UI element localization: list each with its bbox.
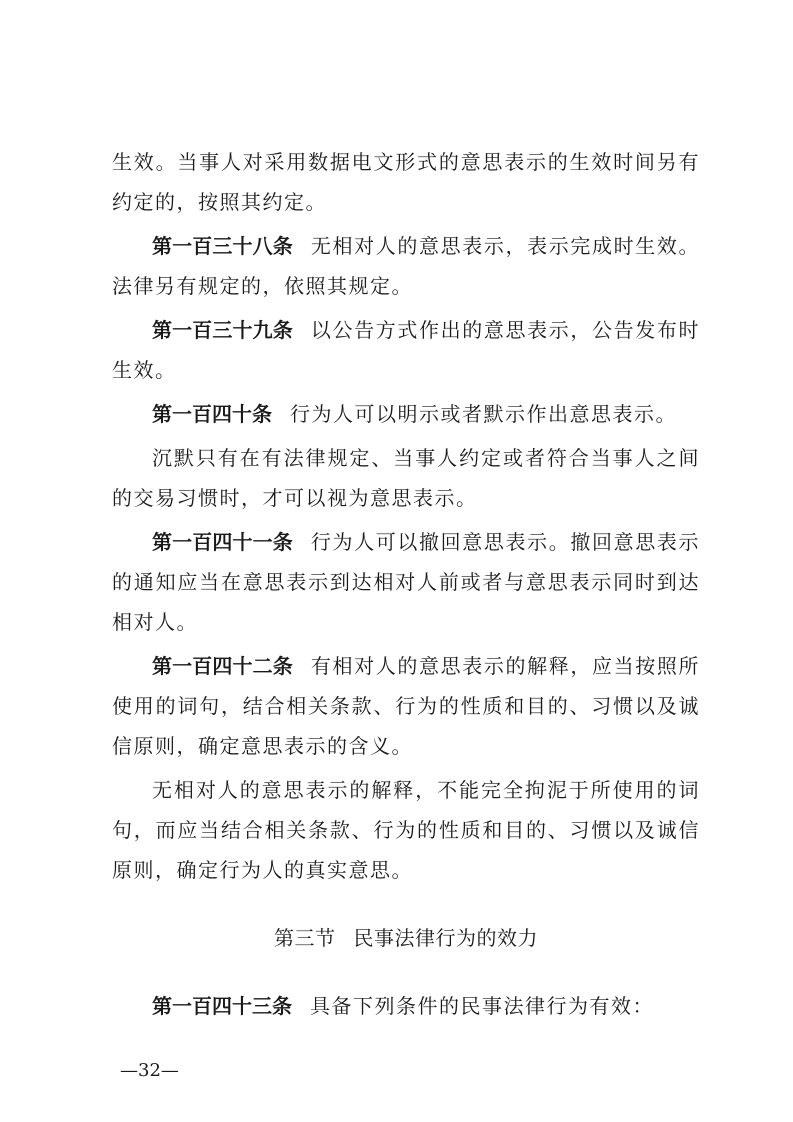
article-143 [112, 986, 700, 1026]
article-141 [112, 522, 700, 642]
section-title: 民事法律行为的效力 [353, 926, 538, 950]
article-142-paragraph-2 [112, 770, 700, 890]
article-text: 无相对人的意思表示，表示完成时生效。法律另有规定的，依照其规定。 [112, 234, 700, 298]
article-text: 行为人可以明示或者默示作出意思表示。 [290, 402, 677, 426]
section-heading [112, 918, 700, 958]
article-139 [112, 310, 700, 390]
article-text: 具备下列条件的民事法律行为有效： [310, 994, 654, 1018]
paragraph-text: 无相对人的意思表示的解释，不能完全拘泥于所使用的词句，而应当结合相关条款、行为的性质和目的、习惯以及诚信原则，确定行为人的真实意思。 [112, 778, 700, 882]
article-138 [112, 226, 700, 306]
document-page [112, 142, 700, 1030]
section-number: 第三节 [274, 926, 336, 950]
article-heading: 第一百三十八条 [152, 234, 293, 258]
article-heading: 第一百四十条 [152, 402, 272, 426]
article-text: 有相对人的意思表示的解释，应当按照所使用的词句，结合相关条款、行为的性质和目的、习惯以及诚信原则，确定意思表示的含义。 [112, 654, 700, 758]
article-heading: 第一百四十一条 [152, 530, 293, 554]
article-text: 行为人可以撤回意思表示。撤回意思表示的通知应当在意思表示到达相对人前或者与意思表示同时到达相对人。 [112, 530, 700, 634]
article-heading: 第一百三十九条 [152, 318, 293, 342]
paragraph-text: 沉默只有在有法律规定、当事人约定或者符合当事人之间的交易习惯时，才可以视为意思表示。 [112, 446, 700, 510]
article-142 [112, 646, 700, 766]
paragraph-text: 生效。当事人对采用数据电文形式的意思表示的生效时间另有约定的，按照其约定。 [112, 150, 700, 214]
article-140-paragraph-2 [112, 438, 700, 518]
article-heading: 第一百四十二条 [152, 654, 293, 678]
article-heading: 第一百四十三条 [152, 994, 292, 1018]
article-140 [112, 394, 700, 434]
article-text: 以公告方式作出的意思表示，公告发布时生效。 [112, 318, 700, 382]
paragraph-continuation [112, 142, 700, 222]
page-number: —32— [120, 1060, 179, 1081]
